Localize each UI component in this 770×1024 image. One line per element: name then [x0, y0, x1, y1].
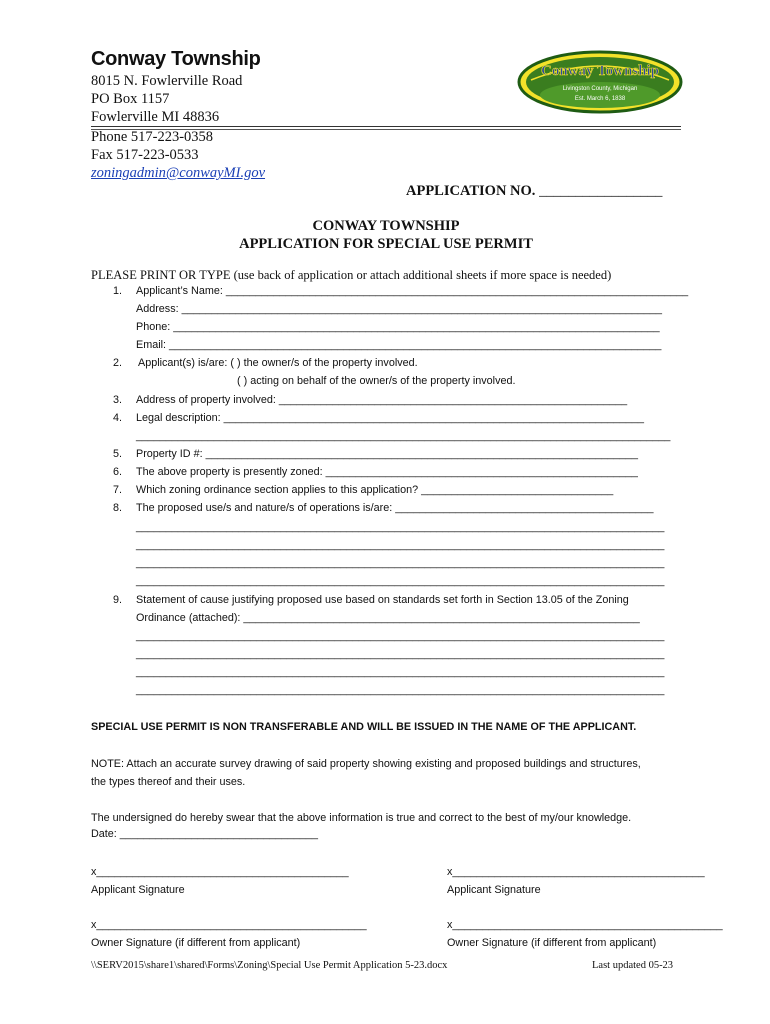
property-address-field[interactable]: Address of property involved: __________________________________________________________ [136, 394, 628, 406]
org-name: Conway Township [91, 48, 261, 70]
address-field[interactable]: Address: ________________________________________________________________________________ [136, 303, 662, 315]
item-number-1: 1. [113, 285, 123, 297]
item-number-8: 8. [113, 502, 123, 514]
proposed-use-blank[interactable]: ________________________________________________________________________________________ [136, 557, 665, 569]
application-number [406, 183, 662, 200]
application-number-field[interactable]: _________________ [539, 183, 663, 199]
item-number-5: 5. [113, 448, 123, 460]
applicant-signature-label: Applicant Signature [91, 884, 185, 896]
oath-statement: The undersigned do hereby swear that the above information is true and correct to the best of my/our knowledge. [91, 812, 632, 824]
instructions: PLEASE PRINT OR TYPE (use back of application or attach additional sheets if more space is needed) [91, 268, 612, 282]
logo-est-text: Est. March 6, 1838 [574, 96, 626, 102]
item-number-7: 7. [113, 484, 123, 496]
applicant-signature-field[interactable]: x__________________________________________ [91, 866, 349, 878]
owner-signature-label: Owner Signature (if different from applicant) [91, 937, 301, 949]
application-number-label: APPLICATION NO. [406, 183, 536, 199]
owner-signature-field[interactable]: x_____________________________________________ [91, 919, 367, 931]
statement-blank[interactable]: ________________________________________________________________________________________ [136, 630, 665, 642]
statement-label: Statement of cause justifying proposed use based on standards set forth in Section 13.05 of the Zoning [136, 594, 629, 606]
survey-note-line-2: the types thereof and their uses. [91, 776, 246, 788]
proposed-use-blank[interactable]: ________________________________________________________________________________________ [136, 521, 665, 533]
item-number-6: 6. [113, 466, 123, 478]
owner-signature-field-2[interactable]: x_____________________________________________ [447, 919, 723, 931]
form-title-line-1: CONWAY TOWNSHIP [312, 218, 460, 234]
legal-description-field[interactable]: Legal description: ______________________________________________________________________ [136, 412, 644, 424]
transfer-notice: SPECIAL USE PERMIT IS NON TRANSFERABLE AND WILL BE ISSUED IN THE NAME OF THE APPLICANT. [91, 721, 637, 733]
legal-description-blank[interactable]: _________________________________________________________________________________________ [136, 430, 671, 442]
ordinance-section-field[interactable]: Which zoning ordinance section applies to this application? ________________________________ [136, 484, 614, 496]
fax-line: Fax 517-223-0533 [91, 147, 199, 163]
logo-sub-text: Livingston County, Michigan [562, 86, 638, 92]
applicant-name-field[interactable]: Applicant’s Name: _____________________________________________________________________________ [136, 285, 689, 297]
file-path: \\SERV2015\share1\shared\Forms\Zoning\Special Use Permit Application 5-23.docx [91, 960, 448, 971]
proposed-use-field[interactable]: The proposed use/s and nature/s of operations is/are: ___________________________________________ [136, 502, 654, 514]
proposed-use-blank[interactable]: ________________________________________________________________________________________ [136, 539, 665, 551]
address-line-3: Fowlerville MI 48836 [91, 109, 220, 125]
email-link-text[interactable]: zoningadmin@conwayMI.gov [91, 165, 266, 181]
email-link[interactable] [91, 164, 265, 182]
phone-field[interactable]: Phone: _________________________________________________________________________________ [136, 321, 660, 333]
address-line-2: PO Box 1157 [91, 91, 170, 107]
statement-blank[interactable]: ________________________________________________________________________________________ [136, 648, 665, 660]
survey-note-line-1: NOTE: Attach an accurate survey drawing of said property showing existing and proposed buildings and structures, [91, 758, 641, 770]
item-number-4: 4. [113, 412, 123, 424]
statement-field[interactable]: Ordinance (attached): __________________________________________________________________ [136, 612, 640, 624]
last-updated: Last updated 05-23 [592, 960, 674, 971]
township-logo [517, 50, 683, 114]
header-rule [91, 126, 681, 127]
item-number-3: 3. [113, 394, 123, 406]
applicant-signature-field-2[interactable]: x__________________________________________ [447, 866, 705, 878]
item-number-2: 2. [113, 357, 123, 369]
acting-checkbox-option[interactable]: ( ) acting on behalf of the owner/s of the property involved. [237, 375, 516, 387]
logo-main-text: Conway Township [541, 63, 659, 79]
phone-line: Phone 517-223-0358 [91, 129, 214, 145]
item-number-9: 9. [113, 594, 123, 606]
proposed-use-blank[interactable]: ________________________________________________________________________________________ [136, 575, 665, 587]
email-field[interactable]: Email: __________________________________________________________________________________ [136, 339, 662, 351]
date-field[interactable]: Date: _________________________________ [91, 828, 318, 840]
owner-checkbox-option[interactable]: Applicant(s) is/are: ( ) the owner/s of the property involved. [138, 357, 418, 369]
zoned-field[interactable]: The above property is presently zoned: ____________________________________________________ [136, 466, 638, 478]
owner-signature-label-2: Owner Signature (if different from applicant) [447, 937, 657, 949]
address-line-1: 8015 N. Fowlerville Road [91, 73, 243, 89]
form-title-line-2: APPLICATION FOR SPECIAL USE PERMIT [239, 236, 533, 252]
statement-blank[interactable]: ________________________________________________________________________________________ [136, 684, 665, 696]
statement-blank[interactable]: ________________________________________________________________________________________ [136, 666, 665, 678]
applicant-signature-label-2: Applicant Signature [447, 884, 541, 896]
property-id-field[interactable]: Property ID #: ________________________________________________________________________ [136, 448, 638, 460]
